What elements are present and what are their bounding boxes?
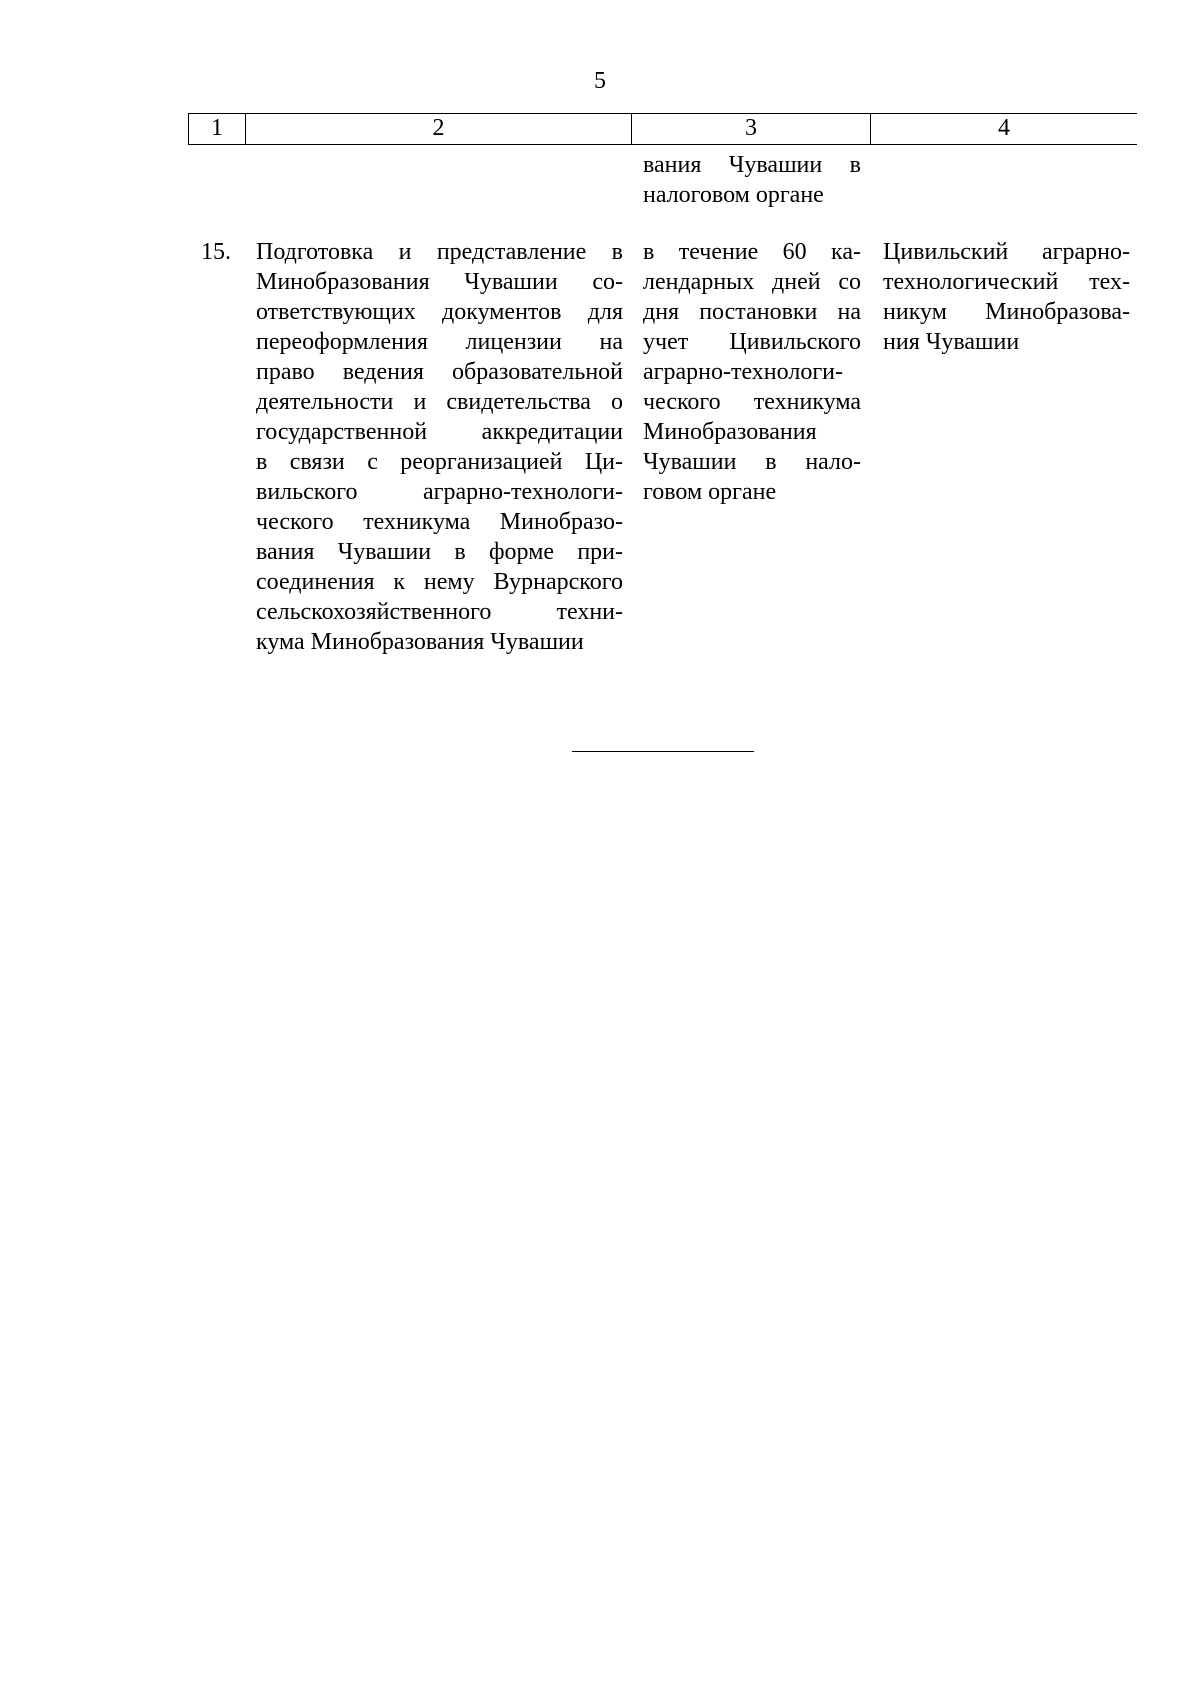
row-col3-line: дня постановки на [643, 299, 861, 325]
header-cell-3: 3 [631, 114, 870, 144]
row-col2-line: в связи с реорганизацией Ци- [256, 449, 623, 475]
continuation-col3-text [643, 150, 861, 210]
row-col4-line: Цивильский аграрно- [883, 239, 1130, 265]
row-col4-line: никум Минобразова- [883, 299, 1130, 325]
row-col2-text [256, 237, 623, 657]
row-col2-line: кума Минобразования Чувашии [256, 629, 584, 655]
row-col3-line: учет Цивильского [643, 329, 861, 355]
row-col2-line: вильского аграрно-технологи- [256, 479, 623, 505]
table-header-row [188, 113, 1137, 145]
row-col3-line: аграрно-технологи- [643, 359, 843, 385]
row-col3-line: Минобразования [643, 419, 817, 445]
row-col3-text [643, 237, 861, 507]
row-col3-line: лендарных дней со [643, 269, 861, 295]
row-col2-line: государственной аккредитации [256, 419, 623, 445]
row-col2-line: ческого техникума Минобразо- [256, 509, 623, 535]
continuation-col3-line: налоговом органе [643, 182, 824, 208]
row-col3-line: ческого техникума [643, 389, 861, 415]
row-col2-line: сельскохозяйственного техни- [256, 599, 623, 625]
row-col2-line: Минобразования Чувашии со- [256, 269, 623, 295]
row-col2-line: деятельности и свидетельства о [256, 389, 623, 415]
continuation-col3-line: вания Чувашии в [643, 152, 861, 178]
row-col2-line: переоформления лицензии на [256, 329, 623, 355]
row-col4-line: технологический тех- [883, 269, 1130, 295]
row-col4-line: ния Чувашии [883, 329, 1020, 355]
header-cell-2: 2 [245, 114, 631, 144]
row-col2-line: вания Чувашии в форме при- [256, 539, 623, 565]
row-col4-text [883, 237, 1130, 357]
row-col2-line: ответствующих документов для [256, 299, 623, 325]
header-cell-4: 4 [870, 114, 1137, 144]
header-cell-1: 1 [188, 114, 245, 144]
end-rule [572, 751, 754, 752]
row-col2-line: Подготовка и представление в [256, 239, 623, 265]
row-number: 15. [201, 239, 231, 265]
row-col3-line: говом органе [643, 479, 777, 505]
row-col2-line: соединения к нему Вурнарского [256, 569, 623, 595]
row-col3-line: в течение 60 ка- [643, 239, 861, 265]
row-col3-line: Чувашии в нало- [643, 449, 861, 475]
row-col2-line: право ведения образовательной [256, 359, 623, 385]
page-number: 5 [594, 68, 606, 94]
